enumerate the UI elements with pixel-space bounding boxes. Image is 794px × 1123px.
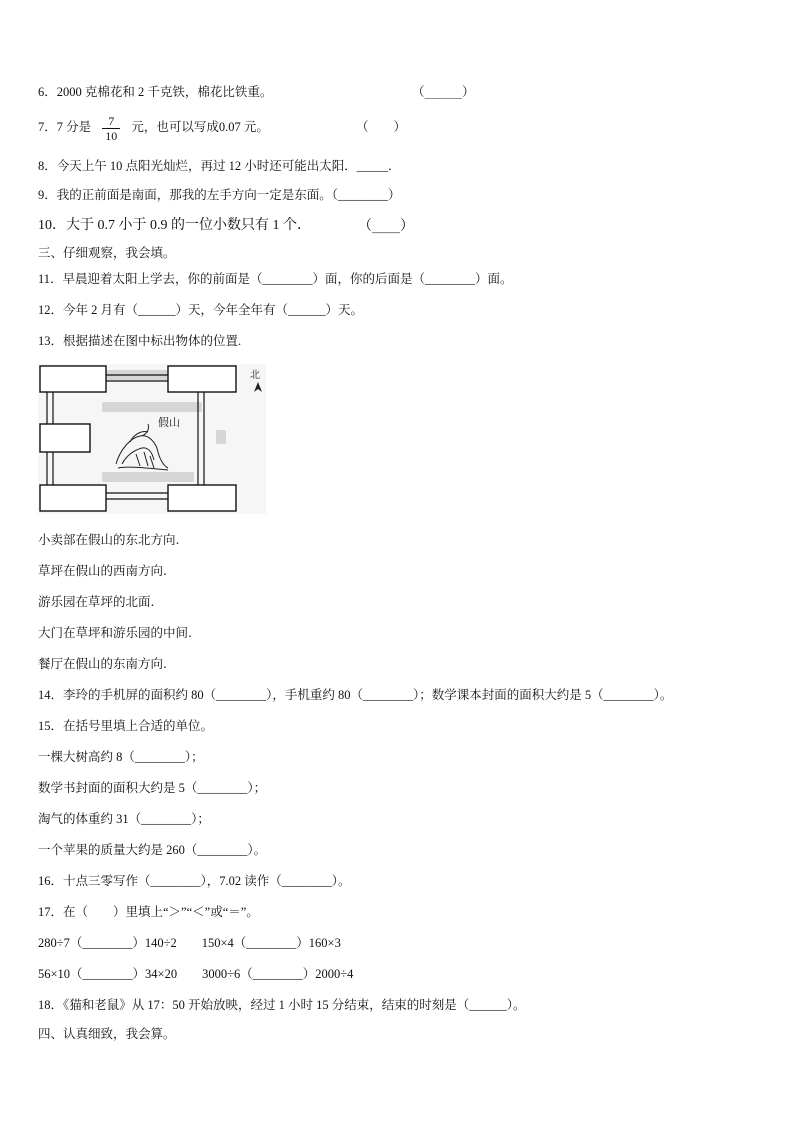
question-7-answer[interactable]: （ ）	[356, 119, 407, 134]
question-6	[38, 84, 272, 100]
description-3: 游乐园在草坪的北面.	[38, 594, 155, 609]
box-bottom-right	[168, 485, 236, 511]
question-7-prefix: 7．7 分是	[38, 120, 92, 134]
question-15-line-2: 数学书封面的面积大约是 5（________）；	[38, 781, 267, 795]
question-9: 9．我的正前面是南面，那我的左手方向一定是东面。（________）	[38, 188, 401, 202]
fraction-numerator: 7	[108, 113, 115, 128]
box-top-right	[168, 366, 236, 392]
question-10-answer[interactable]: （____）	[358, 218, 414, 234]
question-15-line-1: 一棵大树高约 8（________）；	[38, 750, 204, 764]
question-10-text: 10．大于 0.7 小于 0.9 的一位小数只有 1 个．	[38, 218, 311, 233]
question-18: 18．《猫和老鼠》从 17：50 开始放映，经过 1 小时 15 分结束，结束的时刻是（______）。	[38, 998, 526, 1012]
description-4: 大门在草坪和游乐园的中间.	[38, 625, 192, 640]
description-5: 餐厅在假山的东南方向.	[38, 656, 167, 671]
question-7-suffix: 元，也可以写成0.07 元。	[131, 120, 269, 134]
question-7	[38, 112, 269, 143]
question-6-text: 6．2000 克棉花和 2 千克铁，棉花比铁重。	[38, 85, 273, 99]
north-label: 北	[250, 370, 260, 381]
question-12: 12．今年 2 月有（______）天，今年全年有（______）天。	[38, 303, 364, 317]
question-11: 11．早晨迎着太阳上学去，你的前面是（________）面，你的后面是（________）面。	[38, 272, 513, 286]
question-17-line-1: 280÷7（________）140÷2 150×4（________）160×3	[38, 936, 341, 950]
box-bottom-left	[40, 485, 106, 511]
question-10	[38, 218, 311, 234]
description-2: 草坪在假山的西南方向.	[38, 563, 167, 578]
section-4-heading: 四、认真细致，我会算。	[38, 1026, 176, 1041]
section-3-heading: 三、仔细观察，我会填。	[38, 245, 176, 260]
question-15: 15．在括号里填上合适的单位。	[38, 719, 214, 733]
fraction	[102, 114, 120, 143]
map-svg	[38, 364, 266, 514]
question-17-line-2: 56×10（________）34×20 3000÷6（________）2000÷4	[38, 967, 354, 981]
question-8: 8．今天上午 10 点阳光灿烂，再过 12 小时还可能出太阳．_____．	[38, 159, 401, 173]
question-15-line-3: 淘气的体重约 31（________）；	[38, 812, 210, 826]
description-1: 小卖部在假山的东北方向.	[38, 532, 180, 547]
box-middle-left	[40, 424, 90, 452]
rockery-label: 假山	[158, 416, 180, 429]
question-13: 13．根据描述在图中标出物体的位置.	[38, 334, 242, 348]
box-top-left	[40, 366, 106, 392]
map-diagram	[38, 364, 266, 514]
fraction-denominator: 10	[102, 128, 120, 143]
question-16: 16．十点三零写作（________），7.02 读作（________）。	[38, 874, 351, 888]
question-14: 14．李玲的手机屏的面积约 80（________），手机重约 80（________）；数学课本封面的面积大约是 5（________）。	[38, 688, 673, 702]
question-6-answer[interactable]: （______）	[412, 84, 475, 99]
question-15-line-4: 一个苹果的质量大约是 260（________）。	[38, 843, 267, 857]
question-17: 17．在（ ）里填上“＞”“＜”或“＝”。	[38, 905, 259, 919]
